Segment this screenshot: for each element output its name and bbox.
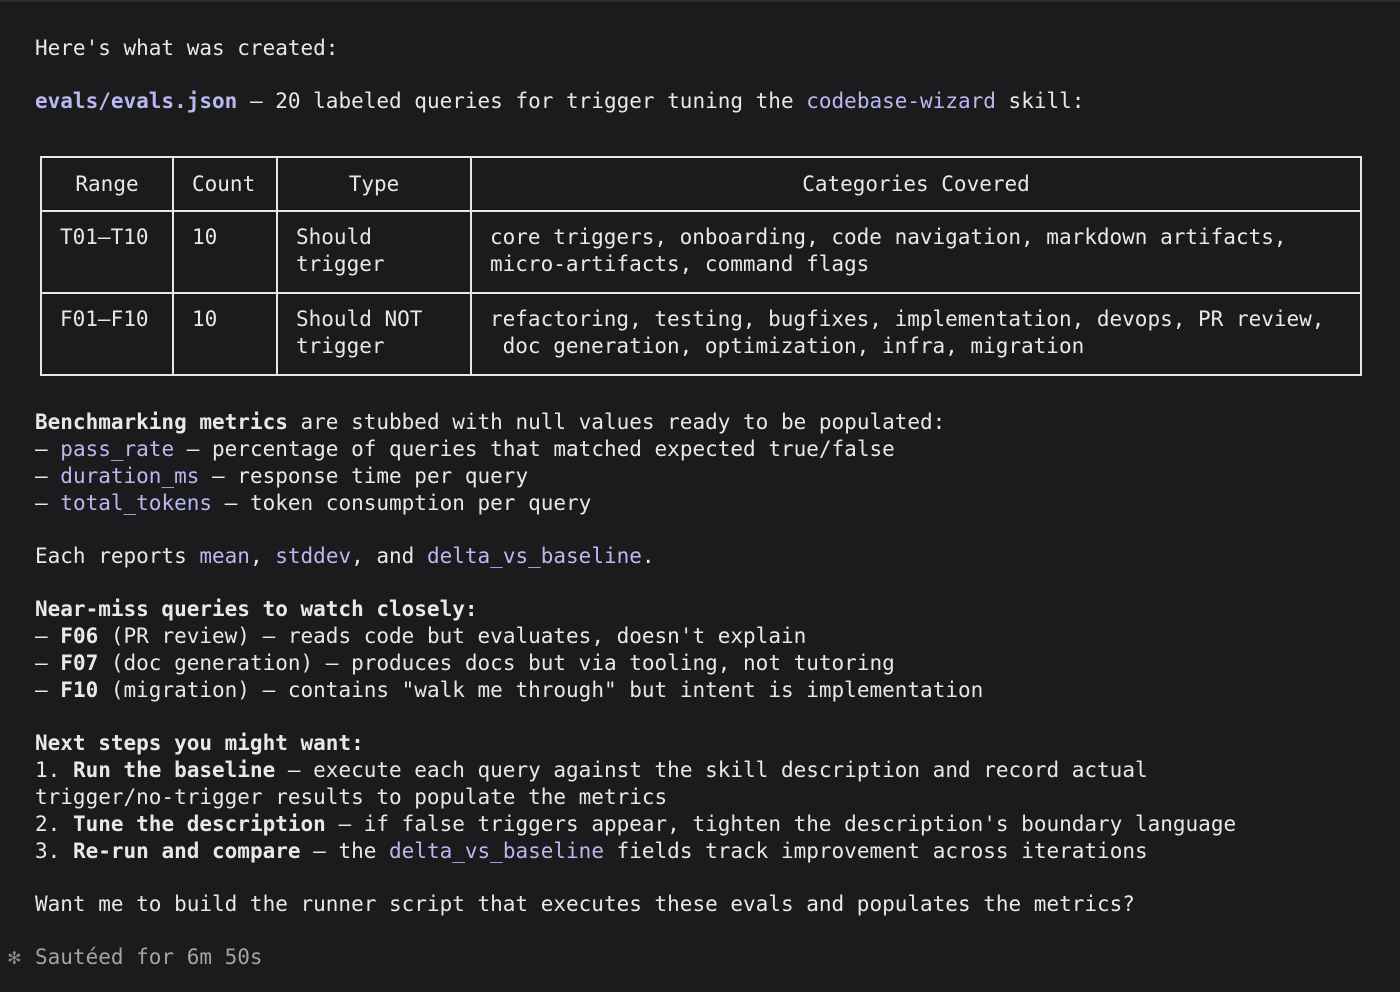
metrics-heading-rest: are stubbed with null values ready to be populated: [287, 410, 946, 434]
type-line: Should [296, 225, 372, 249]
list-item [35, 650, 895, 677]
list-dash: – [35, 624, 61, 648]
query-table [40, 156, 1362, 376]
cell-categories [471, 211, 1361, 293]
categories-line: core triggers, onboarding, code navigation, markdown artifacts, [490, 225, 1287, 249]
cell-range: T01–T10 [41, 211, 173, 293]
each-reports-line [35, 543, 655, 570]
list-item [35, 490, 591, 517]
file-summary-line [35, 88, 1084, 115]
step-title: Tune the description [72, 812, 326, 836]
stat-stddev: stddev [275, 544, 352, 568]
table-header-row [41, 157, 1361, 211]
step-number: 3. [35, 839, 73, 863]
separator: , [249, 544, 276, 568]
cell-type [277, 293, 471, 375]
metric-desc: — response time per query [199, 464, 529, 488]
type-line: Should NOT [296, 307, 423, 331]
type-line: trigger [296, 334, 385, 358]
metric-name: pass_rate [60, 437, 175, 461]
skill-name: codebase-wizard [806, 89, 996, 113]
list-dash: – [35, 678, 61, 702]
near-miss-heading: Near-miss queries to watch closely: [35, 597, 478, 621]
intro-text: Here's what was created: [35, 36, 339, 60]
metric-name: total_tokens [60, 491, 213, 515]
metric-desc: — percentage of queries that matched expected true/false [174, 437, 895, 461]
top-divider [0, 0, 1400, 2]
query-desc: (doc generation) — produces docs but via tooling, not tutoring [98, 651, 895, 675]
list-item [35, 436, 895, 463]
categories-line: doc generation, optimization, infra, migration [490, 334, 1085, 358]
step-desc: — execute each query against the skill description and record actual [275, 758, 1148, 782]
cell-categories [471, 293, 1361, 375]
type-line: trigger [296, 252, 385, 276]
step-title: Run the baseline [72, 758, 276, 782]
list-dash: – [35, 491, 61, 515]
cell-range: F01–F10 [41, 293, 173, 375]
file-summary-text: — 20 labeled queries for trigger tuning the [237, 89, 807, 113]
header-count: Count [173, 157, 277, 211]
stat-delta: delta_vs_baseline [426, 544, 642, 568]
step-continuation: trigger/no-trigger results to populate the metrics [35, 785, 668, 809]
list-item [35, 623, 806, 650]
each-reports-prefix: Each reports [35, 544, 200, 568]
table-row [41, 211, 1361, 293]
list-item [35, 463, 528, 490]
separator: , and [351, 544, 427, 568]
table-row [41, 293, 1361, 375]
step-desc: — if false triggers appear, tighten the description's boundary language [325, 812, 1237, 836]
file-summary-end: skill: [995, 89, 1085, 113]
query-id: F10 [60, 678, 99, 702]
file-path: evals/evals.json [35, 89, 238, 113]
metrics-heading [35, 409, 945, 436]
step-desc: fields track improvement across iterations [603, 839, 1148, 863]
list-item [35, 838, 1148, 865]
cell-count: 10 [173, 293, 277, 375]
list-dash: – [35, 437, 61, 461]
status-text: Sautéed for 6m 50s [35, 945, 263, 969]
header-range: Range [41, 157, 173, 211]
header-type: Type [277, 157, 471, 211]
cell-type [277, 211, 471, 293]
list-item [35, 677, 983, 704]
next-steps-heading: Next steps you might want: [35, 731, 364, 755]
query-id: F07 [60, 651, 99, 675]
metric-desc: — token consumption per query [212, 491, 592, 515]
stat-mean: mean [199, 544, 250, 568]
categories-line: refactoring, testing, bugfixes, implementation, devops, PR review, [490, 307, 1325, 331]
header-categories: Categories Covered [471, 157, 1361, 211]
list-dash: – [35, 651, 61, 675]
list-item [35, 757, 1148, 784]
step-number: 2. [35, 812, 73, 836]
cell-count: 10 [173, 211, 277, 293]
query-desc: (migration) — contains "walk me through" but intent is implementation [98, 678, 984, 702]
field-name: delta_vs_baseline [389, 839, 604, 863]
list-dash: – [35, 464, 61, 488]
step-title: Re-run and compare [72, 839, 301, 863]
spinner-star-icon: ✻ [8, 945, 21, 969]
metric-name: duration_ms [60, 464, 200, 488]
categories-line: micro-artifacts, command flags [490, 252, 870, 276]
query-desc: (PR review) — reads code but evaluates, doesn't explain [98, 624, 807, 648]
sentence-end: . [641, 544, 655, 568]
step-number: 1. [35, 758, 73, 782]
metrics-heading-bold: Benchmarking metrics [35, 410, 288, 434]
follow-up-question: Want me to build the runner script that executes these evals and populates the metrics? [35, 892, 1135, 916]
step-desc: — the [300, 839, 390, 863]
query-id: F06 [60, 624, 99, 648]
list-item [35, 811, 1236, 838]
